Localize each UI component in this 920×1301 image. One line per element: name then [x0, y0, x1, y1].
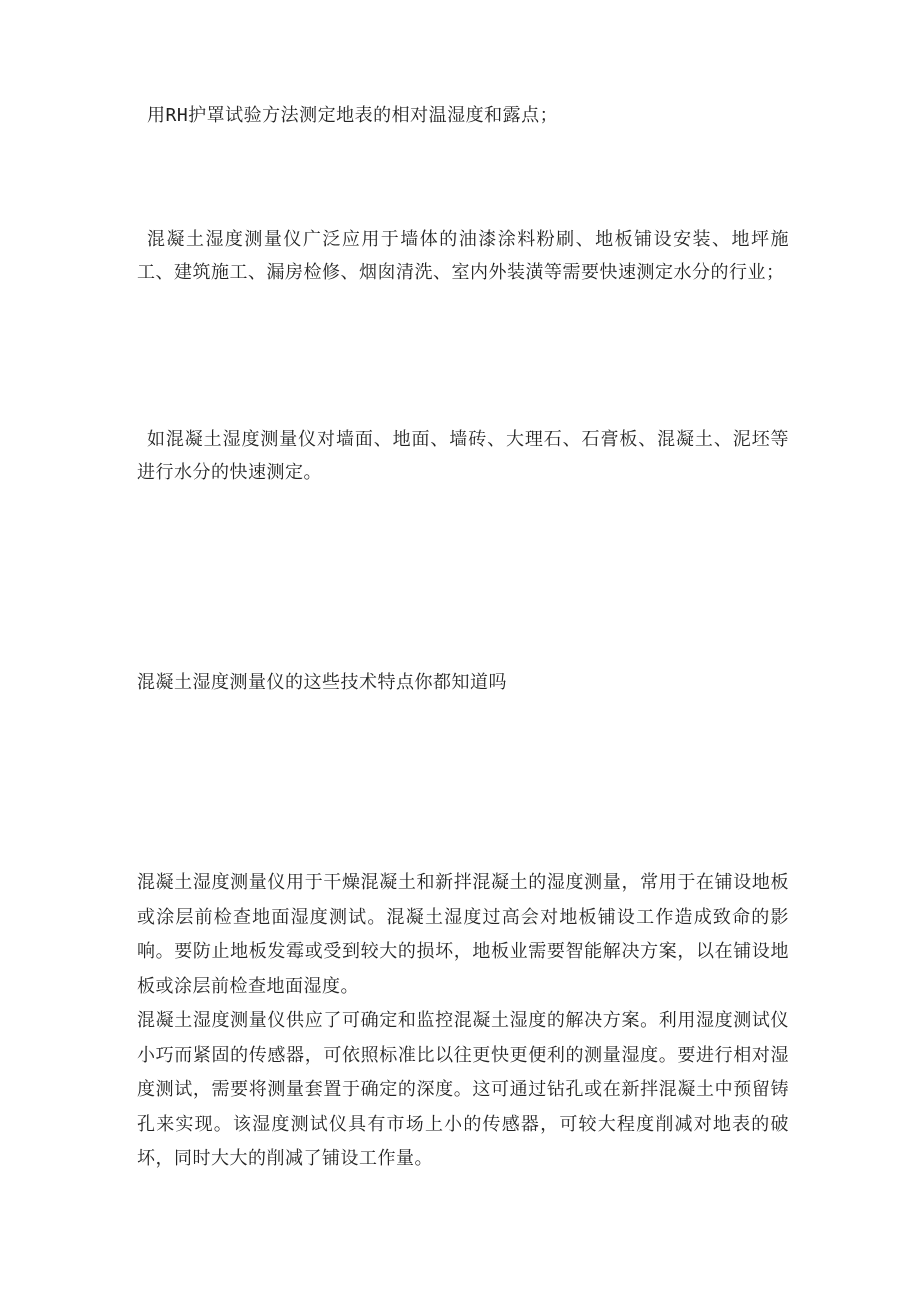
paragraph-solution: 混凝土湿度测量仪供应了可确定和监控混凝土湿度的解决方案。利用湿度测试仪小巧而紧固的传感器，可依照标准比以往更快更便利的测量湿度。要进行相对湿度测试，需要将测量套置于确定的深度。这可通过钻孔或在新拌混凝土中预留铸孔来实现。该湿度测试仪具有市场上小的传感器，可较大程度削减对地表的破坏，同时大大的削减了铺设工作量。: [137, 1010, 789, 1169]
section-heading: 混凝土湿度测量仪的这些技术特点你都知道吗: [137, 672, 507, 693]
paragraph-usage: 混凝土湿度测量仪用于干燥混凝土和新拌混凝土的湿度测量，常用于在铺设地板或涂层前检查地面湿度测试。混凝土湿度过高会对地板铺设工作造成致命的影响。要防止地板发霉或受到较大的损坏，地板业需要智能解决方案，以在铺设地板或涂层前检查地面湿度。: [137, 872, 789, 997]
body-block: [137, 866, 789, 1177]
paragraph-applications: 混凝土湿度测量仪广泛应用于墙体的油漆涂料粉刷、地板铺设安装、地坪施工、建筑施工、漏房检修、烟囱清洗、室内外装潢等需要快速测定水分的行业；: [137, 229, 789, 283]
paragraph-rh-method: 用RH护罩试验方法测定地表的相对温湿度和露点；: [147, 105, 559, 126]
paragraph-materials: 如混凝土湿度测量仪对墙面、地面、墙砖、大理石、石膏板、混凝土、泥坯等进行水分的快速测定。: [137, 429, 789, 483]
